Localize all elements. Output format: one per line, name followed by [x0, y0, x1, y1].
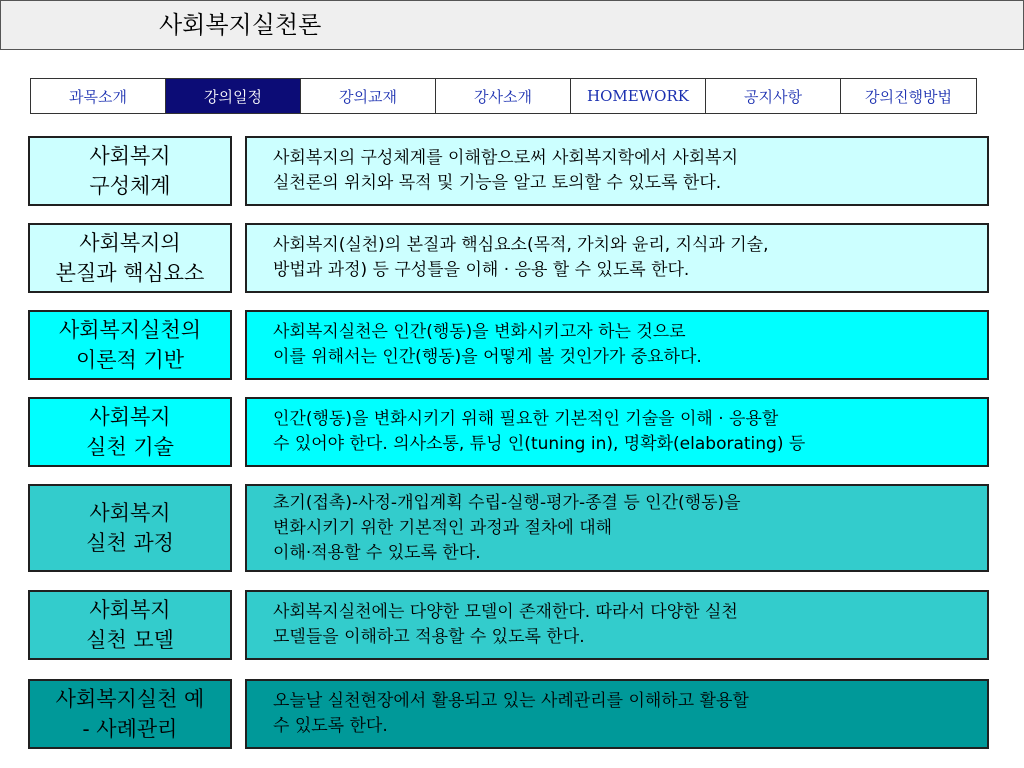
topic-description-box-1: [245, 136, 989, 206]
tab-4[interactable]: 강사소개: [436, 79, 571, 113]
tab-5[interactable]: HOMEWORK: [571, 79, 706, 113]
topic-description-box-2: [245, 223, 989, 293]
topic-description-box-4: [245, 397, 989, 467]
title-bar: [0, 0, 1024, 50]
topic-label-2: 사회복지의 본질과 핵심요소: [28, 223, 232, 293]
topic-label-5: 사회복지 실천 과정: [28, 484, 232, 572]
nav-menu: [30, 78, 977, 114]
tab-3[interactable]: 강의교재: [301, 79, 436, 113]
tab-7[interactable]: 강의진행방법: [841, 79, 976, 113]
topic-description-box-6: [245, 590, 989, 660]
topic-description-7: 오늘날 실천현장에서 활용되고 있는 사례관리를 이해하고 활용할 수 있도록 한다.: [273, 691, 749, 736]
tab-1[interactable]: 과목소개: [31, 79, 166, 113]
topic-description-box-3: [245, 310, 989, 380]
topic-label-1: 사회복지 구성체계: [28, 136, 232, 206]
page-title: 사회복지실천론: [159, 11, 322, 39]
topic-label-4: 사회복지 실천 기술: [28, 397, 232, 467]
topic-label-6: 사회복지 실천 모델: [28, 590, 232, 660]
topic-description-2: 사회복지(실천)의 본질과 핵심요소(목적, 가치와 윤리, 지식과 기술, 방법과 과정) 등 구성틀을 이해 · 응용 할 수 있도록 한다.: [273, 235, 769, 280]
topic-description-1: 사회복지의 구성체계를 이해함으로써 사회복지학에서 사회복지 실천론의 위치와 목적 및 기능을 알고 토의할 수 있도록 한다.: [273, 148, 739, 193]
topic-description-box-5: [245, 484, 989, 572]
topic-description-4: 인간(행동)을 변화시키기 위해 필요한 기본적인 기술을 이해 · 응용할 수 있어야 한다. 의사소통, 튜닝 인(tuning in), 명확화(elaborating) 등: [273, 409, 806, 454]
tab-2[interactable]: 강의일정: [166, 79, 301, 113]
topic-label-3: 사회복지실천의 이론적 기반: [28, 310, 232, 380]
tab-6[interactable]: 공지사항: [706, 79, 841, 113]
topic-description-3: 사회복지실천은 인간(행동)을 변화시키고자 하는 것으로 이를 위해서는 인간(행동)을 어떻게 볼 것인가가 중요하다.: [273, 322, 702, 367]
topic-label-7: 사회복지실천 예 - 사례관리: [28, 679, 232, 749]
topic-description-box-7: [245, 679, 989, 749]
topic-description-6: 사회복지실천에는 다양한 모델이 존재한다. 따라서 다양한 실천 모델들을 이해하고 적용할 수 있도록 한다.: [273, 602, 738, 647]
topic-description-5: 초기(접촉)-사정-개입계획 수립-실행-평가-종결 등 인간(행동)을 변화시키기 위한 기본적인 과정과 절차에 대해 이해·적용할 수 있도록 한다.: [273, 492, 741, 563]
